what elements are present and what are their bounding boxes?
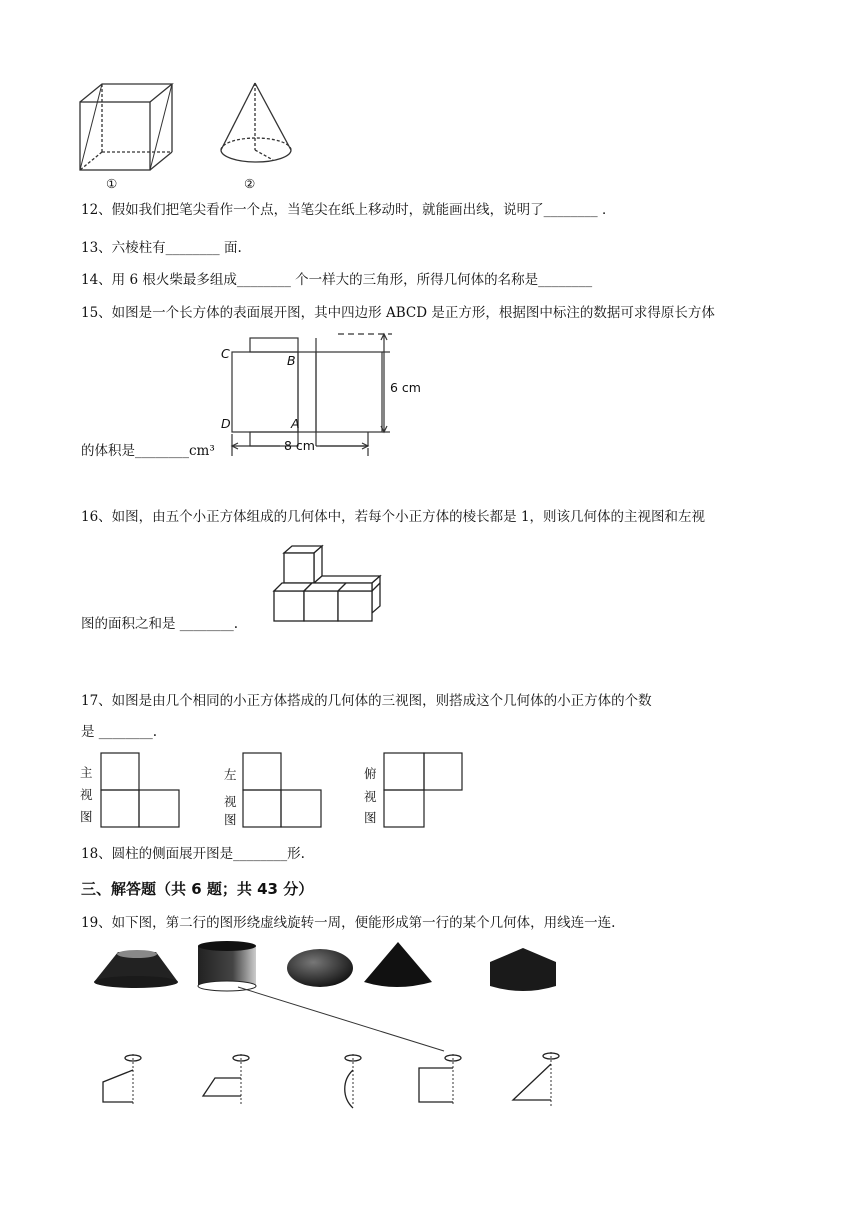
question-12: 12、假如我们把笔尖看作一个点，当笔尖在纸上移动时，就能画出线，说明了________ ． xyxy=(81,202,616,218)
question-19: 19、如下图，第二行的图形绕虚线旋转一周，便能形成第一行的某个几何体，用线连一连. xyxy=(81,915,616,931)
question-15-answer: 的体积是________cm³ xyxy=(81,443,215,459)
net-height-label: 6 cm xyxy=(390,380,421,395)
cube-figure xyxy=(78,82,188,177)
figure-label-2: ② xyxy=(244,176,256,191)
top-view-label-3: 图 xyxy=(364,810,377,825)
front-view-label-2: 视 xyxy=(80,787,93,802)
net-label-C: C xyxy=(221,346,230,361)
top-view-figure xyxy=(383,752,465,830)
question-14: 14、用 6 根火柴最多组成________ 个一样大的三角形，所得几何体的名称是________ xyxy=(81,272,593,288)
rotation-shapes-row-figure xyxy=(95,1050,585,1112)
question-18: 18、圆柱的侧面展开图是________形. xyxy=(81,846,305,862)
left-view-label-3: 图 xyxy=(224,812,237,827)
left-view-label-1: 左 xyxy=(224,767,237,782)
question-17-answer: 是 ________. xyxy=(81,724,158,740)
five-cubes-figure xyxy=(272,545,387,635)
top-view-label-1: 俯 xyxy=(364,766,377,781)
net-label-A: A xyxy=(291,416,300,431)
cone-figure xyxy=(218,80,298,175)
figure-label-1: ① xyxy=(106,176,118,191)
match-connector-line xyxy=(220,985,460,1055)
net-label-D: D xyxy=(221,416,231,431)
cuboid-net-figure xyxy=(218,330,418,460)
front-view-label-1: 主 xyxy=(80,765,93,780)
question-13: 13、六棱柱有________ 面. xyxy=(81,240,242,256)
section-3-title: 三、解答题（共 6 题；共 43 分） xyxy=(81,880,314,898)
question-17: 17、如图是由几个相同的小正方体搭成的几何体的三视图，则搭成这个几何体的小正方体的个数 xyxy=(81,693,652,709)
question-15: 15、如图是一个长方体的表面展开图，其中四边形 ABCD 是正方形，根据图中标注的数据可求得原长方体 xyxy=(81,305,715,321)
top-view-label-2: 视 xyxy=(364,789,377,804)
front-view-label-3: 图 xyxy=(80,809,93,824)
net-label-B: B xyxy=(287,353,296,368)
question-16-answer: 图的面积之和是 ________. xyxy=(81,616,239,632)
question-16: 16、如图，由五个小正方体组成的几何体中，若每个小正方体的棱长都是 1，则该几何体的主视图和左视 xyxy=(81,509,706,525)
left-view-label-2: 视 xyxy=(224,794,237,809)
left-view-figure xyxy=(242,752,324,830)
net-width-label: 8 cm xyxy=(284,438,315,453)
front-view-figure xyxy=(100,752,182,830)
